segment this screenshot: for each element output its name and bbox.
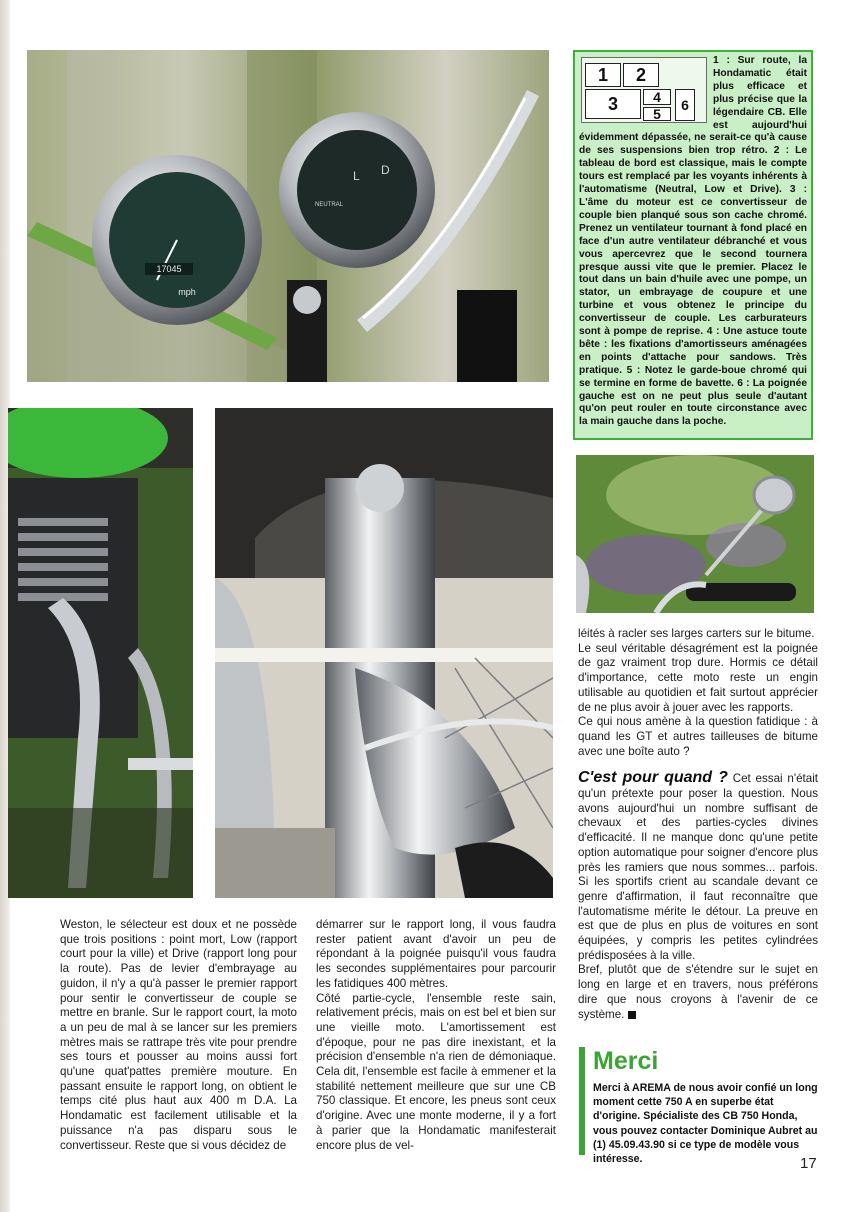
caption-box bbox=[573, 50, 813, 440]
speedometer-gauge bbox=[92, 155, 262, 325]
section-heading-cest-pour-quand: C'est pour quand ? bbox=[578, 769, 728, 787]
page-number: 17 bbox=[800, 1155, 817, 1172]
photo-layout-diagram bbox=[579, 55, 709, 125]
column-3-paragraph-3: Ce qui nous amène à la question fatidique : à quand les GT et autres tailleuses de bitume avec une boîte auto ? bbox=[578, 715, 818, 758]
column-3-paragraph-1: léités à racler ses larges carters sur le bitume. bbox=[578, 627, 815, 640]
speedo-odometer: 17045 bbox=[156, 264, 182, 274]
merci-text: Merci à AREMA de nous avoir confié un long moment cette 750 A en superbe état d'origine. Spécialiste des CB 750 Honda, vous pouvez contacter Dominique Aubret au (1) 45.09.43.90 si ce type de modèle vous intéresse. bbox=[593, 1082, 818, 1166]
photo-left-grip bbox=[576, 455, 814, 613]
column-1-paragraph: Weston, le sélecteur est doux et ne possède que trois positions : point mort, Low (rapport court pour la ville) et Drive (rapport long pour la route). Pas de levier d'embrayage au guidon, il n'y a qu'à passer le premier rapport pour sentir le convertisseur de couple se mettre en branle. Sur le rapport court, la moto a un peu de mal à se lancer sur les premiers mètres mais se rattrape très vite pour prendre ses tours et pousser au moins aussi fort qu'une quat'pattes première mouture. En passant ensuite le rapport long, on obtient le temps cité plus haut aux 400 m D.A. La Hondamatic est facilement utilisable et la puissance n'a pas disparu sous le convertisseur. Reste que si vous décidez de bbox=[60, 918, 297, 1152]
column-3-paragraph-5-text: Bref, plutôt que de s'étendre sur le sujet en long en large et en travers, nous préférons dire que nous croyons à l'avenir de ce système. bbox=[578, 963, 818, 1021]
diagram-cell-3: 3 bbox=[585, 89, 641, 119]
photo-fork-fender bbox=[215, 408, 553, 898]
column-3-paragraph-5 bbox=[578, 963, 818, 1022]
column-3-paragraph-4-text: Cet essai n'était qu'un prétexte pour poser la question. Nous avons aujourd'hui un nombre suffisant de chevaux et des parties-cycles divines d'efficacité. Il ne manque donc qu'une petite option automatique pour soigner d'encore plus près les ramiers que nous sommes... parfois. Si les sportifs crient au scandale devant ce genre d'affirmation, il faut reconnaître que l'automatisme mérite le détour. La preuve en est que de plus en plus de voitures en sont équipées, y compris les petites cylindrées prédisposées à la ville. bbox=[578, 772, 818, 962]
column-2-paragraph-2: Côté partie-cycle, l'ensemble reste sain, relativement précis, mais on est bel et bien sur une vieille moto. L'amortissement est d'époque, pour ne pas dire inexistant, et la précision d'ensemble n'a rien de démoniaque. Cela dit, l'ensemble est facile à emmener et la stabilité nettement meilleure que sur une CB 750 classique. Et encore, les pneus sont ceux d'origine. Avec une monte moderne, il y a fort à parier que la Hondamatic manifesterait encore plus de vel- bbox=[316, 991, 556, 1152]
text-column-1 bbox=[60, 918, 297, 1153]
speedo-unit: mph bbox=[178, 287, 196, 297]
caption-text: 1 : Sur route, la Hondamatic était plus efficace et plus précise que la légendaire CB. Elle est aujourd'hui évidemment dépassée, ne serait-ce qu'à cause de ses suspensions bien trop rétro. 2 : Le tableau de bord est classique, mais le compte tours est remplacé par les voyants inhérents à l'automatisme (Neutral, Low et Drive). 3 : L'âme du moteur est ce convertisseur de couple bien planqué sous son cache chromé. Prenez un ventilateur tournant à fond placé en face d'un autre ventilateur débranché et vous vous apercevrez que le second tournera presque aussi vite que le premier. Placez le tout dans un bain d'huile avec une pompe, un stator, un embrayage de coupure et une turbine et vous obtenez le principe du convertisseur de couple. Les carburateurs sont à pompe de reprise. 4 : Une astuce toute bête : les fixations d'amortisseurs aménagées en points d'attache pour sandows. Très pratique. 5 : Notez le garde-boue chromé qui se termine en forme de bavette. 6 : La poignée gauche est on ne peut plus seule d'autant qu'on peut rouler en toute circonstance avec la main gauche dans la poche. bbox=[579, 55, 807, 428]
text-column-3 bbox=[578, 627, 818, 1022]
column-2-paragraph-1: démarrer sur le rapport long, il vous faudra rester patient avant d'avoir un peu de répondant à la poignée puisqu'il vous faudra les secondes supplémentaires pour parcourir les fatidiques 400 mètres. bbox=[316, 918, 556, 990]
indicator-low: L bbox=[353, 169, 360, 183]
diagram-cell-2: 2 bbox=[623, 63, 659, 87]
photo-engine-left bbox=[8, 408, 193, 898]
diagram-cell-4: 4 bbox=[643, 89, 671, 105]
indicator-neutral: NEUTRAL bbox=[315, 202, 344, 208]
indicator-drive: D bbox=[381, 163, 390, 177]
text-column-2 bbox=[316, 918, 556, 1153]
merci-title: Merci bbox=[593, 1047, 659, 1075]
indicator-panel bbox=[279, 112, 435, 268]
column-3-paragraph-2: Le seul véritable désagrément est la poignée de gaz vraiment trop dure. Hormis ce détail d'importance, cette moto reste un engin utilisable au quotidien et fait surtout apprécier de ne plus avoir à jouer avec les rapports. bbox=[578, 641, 818, 714]
diagram-cell-1: 1 bbox=[585, 63, 621, 87]
diagram-cell-6: 6 bbox=[675, 89, 695, 121]
photo-dashboard bbox=[27, 50, 549, 382]
diagram-cell-5: 5 bbox=[643, 107, 671, 121]
column-3-paragraph-4 bbox=[578, 771, 818, 963]
end-of-article-mark bbox=[628, 1011, 636, 1019]
